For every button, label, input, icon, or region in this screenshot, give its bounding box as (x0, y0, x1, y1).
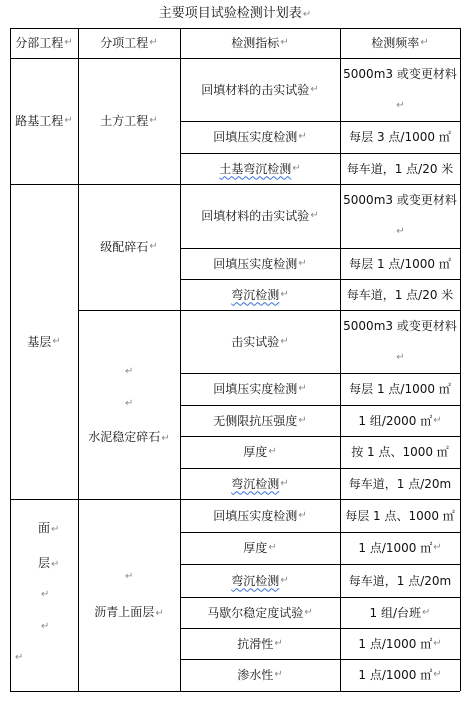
table-row-indicator: 回填压实度检测 ↵ (213, 256, 307, 271)
table-row-frequency: 1 点/1000 ㎡ ↵ (358, 541, 442, 555)
table-row-indicator: 渗水性 ↵ (237, 668, 283, 682)
header-indicator: 检测指标 ↵ (231, 36, 289, 50)
table-row-frequency: 每层 1 点/1000 ㎡ (349, 382, 451, 396)
table-row-frequency: 1 组/台班 ↵ (369, 605, 431, 620)
header-division: 分部工程 ↵ (15, 36, 73, 50)
table-row-indicator: 土基弯沉检测 ↵ (219, 161, 301, 176)
table-row-frequency: 5000m3 或变更材料↵ (343, 66, 457, 111)
table-row-indicator: 弯沉检测 ↵ (231, 287, 289, 302)
table-row-indicator: 弯沉检测 ↵ (231, 573, 289, 588)
table-row-indicator: 回填压实度检测 ↵ (213, 508, 307, 523)
table-row-indicator: 厚度 ↵ (243, 445, 277, 459)
subdivision-cement-gravel: ↵ ↵ 水泥稳定碎石↵ (88, 366, 170, 444)
table-row-indicator: 回填材料的击实试验 ↵ (201, 82, 319, 97)
table-row-indicator: 回填材料的击实试验 ↵ (201, 209, 319, 223)
table-row-frequency: 每车道，1 点/20m (348, 573, 452, 588)
table-row-indicator: 马歇尔稳定度试验 ↵ (207, 605, 313, 620)
table-row-frequency: 按 1 点、1000 ㎡ (351, 445, 449, 459)
table-row-frequency: 每车道，1 点/20 米 (346, 161, 454, 176)
table-row-indicator: 弯沉检测 ↵ (231, 476, 289, 491)
header-frequency: 检测频率 ↵ (371, 36, 429, 50)
subdivision-graded-gravel: 级配碎石 ↵ (100, 240, 158, 254)
table-row-indicator: 击实试验 ↵ (231, 334, 289, 349)
table-row-indicator: 回填压实度检测 ↵ (213, 382, 307, 396)
header-subdivision: 分项工程 ↵ (100, 36, 158, 50)
page-title: 主要项目试验检测计划表↵ (158, 6, 312, 21)
subdivision-earthwork: 土方工程 ↵ (100, 114, 158, 128)
table-row-indicator: 抗滑性 ↵ (237, 636, 283, 651)
table-row-frequency: 1 点/1000 ㎡ ↵ (358, 668, 442, 682)
table-row-indicator: 厚度 ↵ (243, 541, 277, 555)
table-row-frequency: 每车道，1 点/20 米 (346, 287, 454, 302)
table-row-indicator: 无侧限抗压强度 ↵ (213, 413, 307, 428)
division-roadbed: 路基工程 ↵ (15, 114, 73, 128)
table-row-frequency: 5000m3 或变更材料↵ (343, 193, 457, 237)
division-surface: 面↵ 层↵ ↵ ↵ ↵ (15, 521, 60, 663)
table-row-frequency: 5000m3 或变更材料↵ (343, 318, 457, 363)
table-row-frequency: 每层 1 点/1000 ㎡ (349, 256, 451, 271)
table-row-frequency: 每车道，1 点/20m (348, 476, 452, 491)
table-row-frequency: 1 组/2000 ㎡ ↵ (358, 413, 442, 428)
table-row-frequency: 1 点/1000 ㎡ ↵ (358, 636, 442, 651)
division-base: 基层 ↵ (27, 334, 61, 349)
table-row-indicator: 回填压实度检测 ↵ (213, 130, 307, 144)
table-row-frequency: 每层 3 点/1000 ㎡ (349, 130, 451, 144)
paragraph-mark: ↵ (302, 9, 312, 20)
table-row-frequency: 每层 1 点、1000 ㎡ (345, 508, 455, 523)
subdivision-asphalt-surface: ↵ 沥青上面层↵ (94, 571, 164, 619)
